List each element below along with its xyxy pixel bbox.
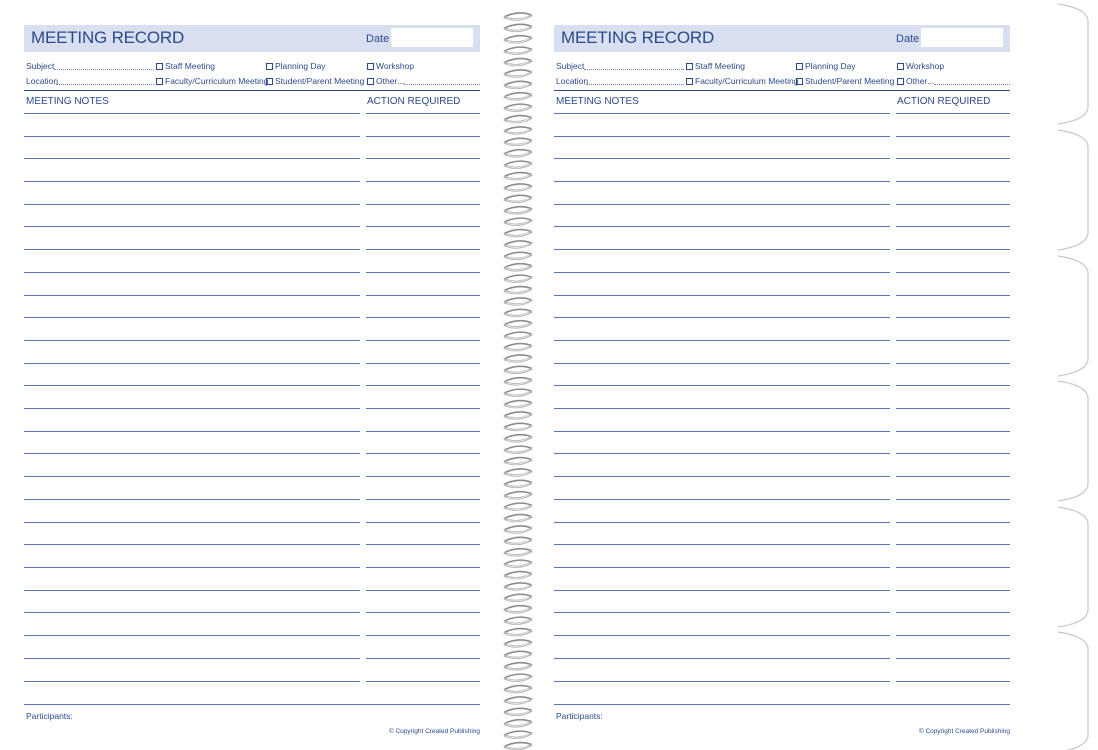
notes-rule <box>24 385 360 386</box>
subject-label: Subject <box>556 61 585 71</box>
title-bar <box>24 25 480 52</box>
spiral-coil-icon <box>504 503 532 510</box>
notes-rule <box>554 681 890 682</box>
notes-rule <box>554 635 890 636</box>
action-rule <box>896 499 1010 500</box>
spiral-coil-icon <box>504 526 532 533</box>
action-rule <box>896 385 1010 386</box>
action-rule <box>896 567 1010 568</box>
ruled-lines <box>24 0 480 750</box>
spiral-coil-icon <box>504 480 532 487</box>
action-rule <box>896 136 1010 137</box>
spiral-coil-icon <box>504 663 532 670</box>
action-rule <box>366 204 480 205</box>
notes-rule <box>554 612 890 613</box>
spiral-coil-icon <box>504 184 532 191</box>
checkbox-staff-meeting[interactable]: Staff Meeting <box>686 61 745 71</box>
notes-rule <box>24 226 360 227</box>
spiral-coil-icon <box>504 606 532 613</box>
spiral-coil-icon <box>504 47 532 54</box>
participants-label: Participants: <box>556 711 603 721</box>
action-rule <box>366 226 480 227</box>
ruled-lines <box>554 0 1010 750</box>
copyright-text: © Copyright Created Publishing <box>388 728 480 735</box>
date-field[interactable] <box>921 28 1003 47</box>
spiral-coil-icon <box>504 287 532 294</box>
action-rule <box>896 204 1010 205</box>
spiral-coil-icon <box>504 572 532 579</box>
spiral-coil-icon <box>504 674 532 681</box>
notes-rule <box>24 272 360 273</box>
notes-rule <box>24 408 360 409</box>
bottom-rule <box>554 704 1010 705</box>
notes-rule <box>554 567 890 568</box>
notes-rule <box>24 431 360 432</box>
spiral-coil-icon <box>504 423 532 430</box>
header-divider <box>24 90 480 91</box>
checkbox-faculty-curriculum[interactable]: Faculty/Curriculum Meeting <box>156 76 268 86</box>
checkbox-workshop[interactable]: Workshop <box>367 61 414 71</box>
checkbox-other[interactable]: Other ... <box>897 76 934 86</box>
action-rule <box>366 272 480 273</box>
notes-rule <box>554 136 890 137</box>
notes-rule <box>554 658 890 659</box>
spiral-coil-icon <box>504 469 532 476</box>
spiral-coil-icon <box>504 24 532 31</box>
checkbox-planning-day[interactable]: Planning Day <box>266 61 326 71</box>
page-title: MEETING RECORD <box>31 28 185 47</box>
notes-rule <box>554 363 890 364</box>
action-rule <box>896 612 1010 613</box>
index-tab[interactable] <box>1058 632 1088 750</box>
index-tab[interactable] <box>1058 381 1088 501</box>
spiral-coil-icon <box>504 161 532 168</box>
action-rule <box>366 658 480 659</box>
notes-rule <box>24 295 360 296</box>
notes-rule <box>554 453 890 454</box>
action-rule <box>896 181 1010 182</box>
notes-rule <box>24 181 360 182</box>
spiral-coil-icon <box>504 720 532 727</box>
action-rule <box>366 612 480 613</box>
action-rule <box>366 317 480 318</box>
date-label: Date <box>366 33 390 45</box>
notes-rule <box>554 226 890 227</box>
checkbox-icon[interactable] <box>897 78 904 85</box>
notes-rule <box>554 408 890 409</box>
notes-rule <box>554 499 890 500</box>
action-rule <box>366 453 480 454</box>
notes-rule <box>554 181 890 182</box>
checkbox-icon[interactable] <box>897 63 904 70</box>
notes-rule <box>24 681 360 682</box>
checkbox-icon[interactable] <box>686 63 693 70</box>
copyright-text: © Copyright Created Publishing <box>918 728 1010 735</box>
action-rule <box>366 522 480 523</box>
spiral-coil-icon <box>504 150 532 157</box>
spiral-coil-icon <box>504 560 532 567</box>
checkbox-faculty-curriculum[interactable]: Faculty/Curriculum Meeting <box>686 76 798 86</box>
index-tab[interactable] <box>1058 130 1088 250</box>
notes-rule <box>554 476 890 477</box>
checkbox-icon[interactable] <box>266 63 273 70</box>
action-rule <box>366 635 480 636</box>
spiral-coil-icon <box>504 81 532 88</box>
spiral-coil-icon <box>504 458 532 465</box>
notes-rule <box>554 113 890 114</box>
action-rule <box>896 113 1010 114</box>
planner-page-left <box>24 0 480 750</box>
action-header: ACTION REQUIRED <box>367 96 461 107</box>
spiral-coil-icon <box>504 378 532 385</box>
action-rule <box>366 295 480 296</box>
spiral-coil-icon <box>504 617 532 624</box>
spiral-coil-icon <box>504 321 532 328</box>
checkbox-workshop[interactable]: Workshop <box>897 61 944 71</box>
other-field[interactable] <box>934 84 1010 85</box>
action-rule <box>896 226 1010 227</box>
action-rule <box>366 181 480 182</box>
spiral-coil-icon <box>504 116 532 123</box>
action-rule <box>896 340 1010 341</box>
notes-rule <box>24 612 360 613</box>
spiral-coil-icon <box>504 252 532 259</box>
notes-rule <box>554 204 890 205</box>
checkbox-planning-day[interactable]: Planning Day <box>796 61 856 71</box>
spiral-coil-icon <box>504 731 532 738</box>
checkbox-icon[interactable] <box>156 78 163 85</box>
action-rule <box>366 408 480 409</box>
subject-field[interactable] <box>584 69 684 70</box>
spiral-coil-icon <box>504 697 532 704</box>
notes-header: MEETING NOTES <box>556 96 639 107</box>
spiral-coil-icon <box>504 298 532 305</box>
notes-rule <box>554 317 890 318</box>
planner-page-right <box>554 0 1010 750</box>
notes-rule <box>24 204 360 205</box>
action-rule <box>896 658 1010 659</box>
checkbox-student-parent[interactable]: Student/Parent Meeting <box>266 76 364 86</box>
spiral-coil-icon <box>504 173 532 180</box>
spiral-coil-icon <box>504 651 532 658</box>
action-rule <box>896 453 1010 454</box>
notes-rule <box>24 658 360 659</box>
spiral-coil-icon <box>504 686 532 693</box>
action-rule <box>896 590 1010 591</box>
action-rule <box>896 522 1010 523</box>
action-rule <box>366 431 480 432</box>
spiral-coil-icon <box>504 537 532 544</box>
spiral-coil-icon <box>504 515 532 522</box>
action-rule <box>366 476 480 477</box>
action-rule <box>896 249 1010 250</box>
action-rule <box>896 635 1010 636</box>
spiral-coil-icon <box>504 59 532 66</box>
checkbox-icon[interactable] <box>796 78 803 85</box>
action-rule <box>896 295 1010 296</box>
spiral-coil-icon <box>504 366 532 373</box>
location-field[interactable] <box>586 84 684 85</box>
title-bar <box>554 25 1010 52</box>
action-rule <box>366 544 480 545</box>
action-rule <box>896 317 1010 318</box>
notes-rule <box>554 544 890 545</box>
spiral-coil-icon <box>504 549 532 556</box>
notes-rule <box>24 113 360 114</box>
notes-rule <box>554 385 890 386</box>
spiral-coil-icon <box>504 70 532 77</box>
spiral-coil-icon <box>504 264 532 271</box>
spiral-coil-icon <box>504 104 532 111</box>
location-label: Location <box>556 76 589 86</box>
header-divider <box>554 90 1010 91</box>
action-rule <box>896 544 1010 545</box>
action-rule <box>366 567 480 568</box>
notes-rule <box>24 476 360 477</box>
checkbox-staff-meeting[interactable]: Staff Meeting <box>156 61 215 71</box>
other-field[interactable] <box>404 84 480 85</box>
participants-label: Participants: <box>26 711 73 721</box>
spiral-coil-icon <box>504 401 532 408</box>
spiral-coil-icon <box>504 492 532 499</box>
action-rule <box>896 476 1010 477</box>
spiral-coil-icon <box>504 218 532 225</box>
spiral-coil-icon <box>504 640 532 647</box>
notes-rule <box>24 590 360 591</box>
index-tab[interactable] <box>1058 4 1088 124</box>
bottom-rule <box>24 704 480 705</box>
spiral-coil-icon <box>504 389 532 396</box>
notes-rule <box>24 522 360 523</box>
action-rule <box>366 340 480 341</box>
spiral-coil-icon <box>504 195 532 202</box>
spiral-coil-icon <box>504 93 532 100</box>
spiral-coil-icon <box>504 344 532 351</box>
notes-rule <box>24 499 360 500</box>
action-rule <box>366 590 480 591</box>
notes-rule <box>24 249 360 250</box>
spiral-coil-icon <box>504 230 532 237</box>
action-rule <box>896 363 1010 364</box>
index-tab[interactable] <box>1058 507 1088 627</box>
notes-rule <box>24 567 360 568</box>
notes-rule <box>24 317 360 318</box>
index-tabs <box>1054 0 1098 750</box>
spiral-coil-icon <box>504 594 532 601</box>
notes-rule <box>554 340 890 341</box>
action-rule <box>366 249 480 250</box>
notes-rule <box>24 340 360 341</box>
action-rule <box>366 499 480 500</box>
checkbox-other[interactable]: Other ... <box>367 76 404 86</box>
checkbox-student-parent[interactable]: Student/Parent Meeting <box>796 76 894 86</box>
spiral-coil-icon <box>504 127 532 134</box>
spiral-coil-icon <box>504 435 532 442</box>
spiral-coil-icon <box>504 36 532 43</box>
notes-rule <box>554 158 890 159</box>
action-rule <box>366 385 480 386</box>
notes-rule <box>24 363 360 364</box>
action-rule <box>366 136 480 137</box>
notes-rule <box>554 249 890 250</box>
date-label: Date <box>896 33 920 45</box>
location-field[interactable] <box>56 84 154 85</box>
notes-rule <box>24 158 360 159</box>
action-rule <box>366 158 480 159</box>
spiral-coil-icon <box>504 309 532 316</box>
action-rule <box>896 158 1010 159</box>
notes-rule <box>24 635 360 636</box>
spiral-coil-icon <box>504 708 532 715</box>
notes-rule <box>554 522 890 523</box>
checkbox-icon[interactable] <box>796 63 803 70</box>
checkbox-icon[interactable] <box>686 78 693 85</box>
spiral-coil-icon <box>504 275 532 282</box>
checkbox-icon[interactable] <box>367 78 374 85</box>
action-rule <box>896 272 1010 273</box>
action-rule <box>366 113 480 114</box>
subject-field[interactable] <box>54 69 154 70</box>
page-title: MEETING RECORD <box>561 28 715 47</box>
action-rule <box>366 363 480 364</box>
notes-rule <box>24 453 360 454</box>
spiral-coil-icon <box>504 241 532 248</box>
action-header: ACTION REQUIRED <box>897 96 991 107</box>
action-rule <box>896 681 1010 682</box>
notes-rule <box>554 272 890 273</box>
date-field[interactable] <box>391 28 473 47</box>
spiral-coil-icon <box>504 207 532 214</box>
notes-rule <box>24 136 360 137</box>
location-label: Location <box>26 76 59 86</box>
spiral-coil-icon <box>504 412 532 419</box>
spiral-coil-icon <box>504 332 532 339</box>
notes-header: MEETING NOTES <box>26 96 109 107</box>
checkbox-icon[interactable] <box>266 78 273 85</box>
spiral-coil-icon <box>504 446 532 453</box>
action-rule <box>896 408 1010 409</box>
checkbox-icon[interactable] <box>156 63 163 70</box>
action-rule <box>896 431 1010 432</box>
notes-rule <box>554 590 890 591</box>
notes-rule <box>554 295 890 296</box>
index-tab[interactable] <box>1058 256 1088 376</box>
spiral-coil-icon <box>504 743 532 750</box>
checkbox-icon[interactable] <box>367 63 374 70</box>
spiral-coil-icon <box>504 138 532 145</box>
spiral-coil-icon <box>504 629 532 636</box>
notes-rule <box>554 431 890 432</box>
subject-label: Subject <box>26 61 55 71</box>
notes-rule <box>24 544 360 545</box>
spiral-binding <box>488 0 548 750</box>
spiral-coil-icon <box>504 583 532 590</box>
spiral-coil-icon <box>504 13 532 20</box>
spiral-coil-icon <box>504 355 532 362</box>
action-rule <box>366 681 480 682</box>
